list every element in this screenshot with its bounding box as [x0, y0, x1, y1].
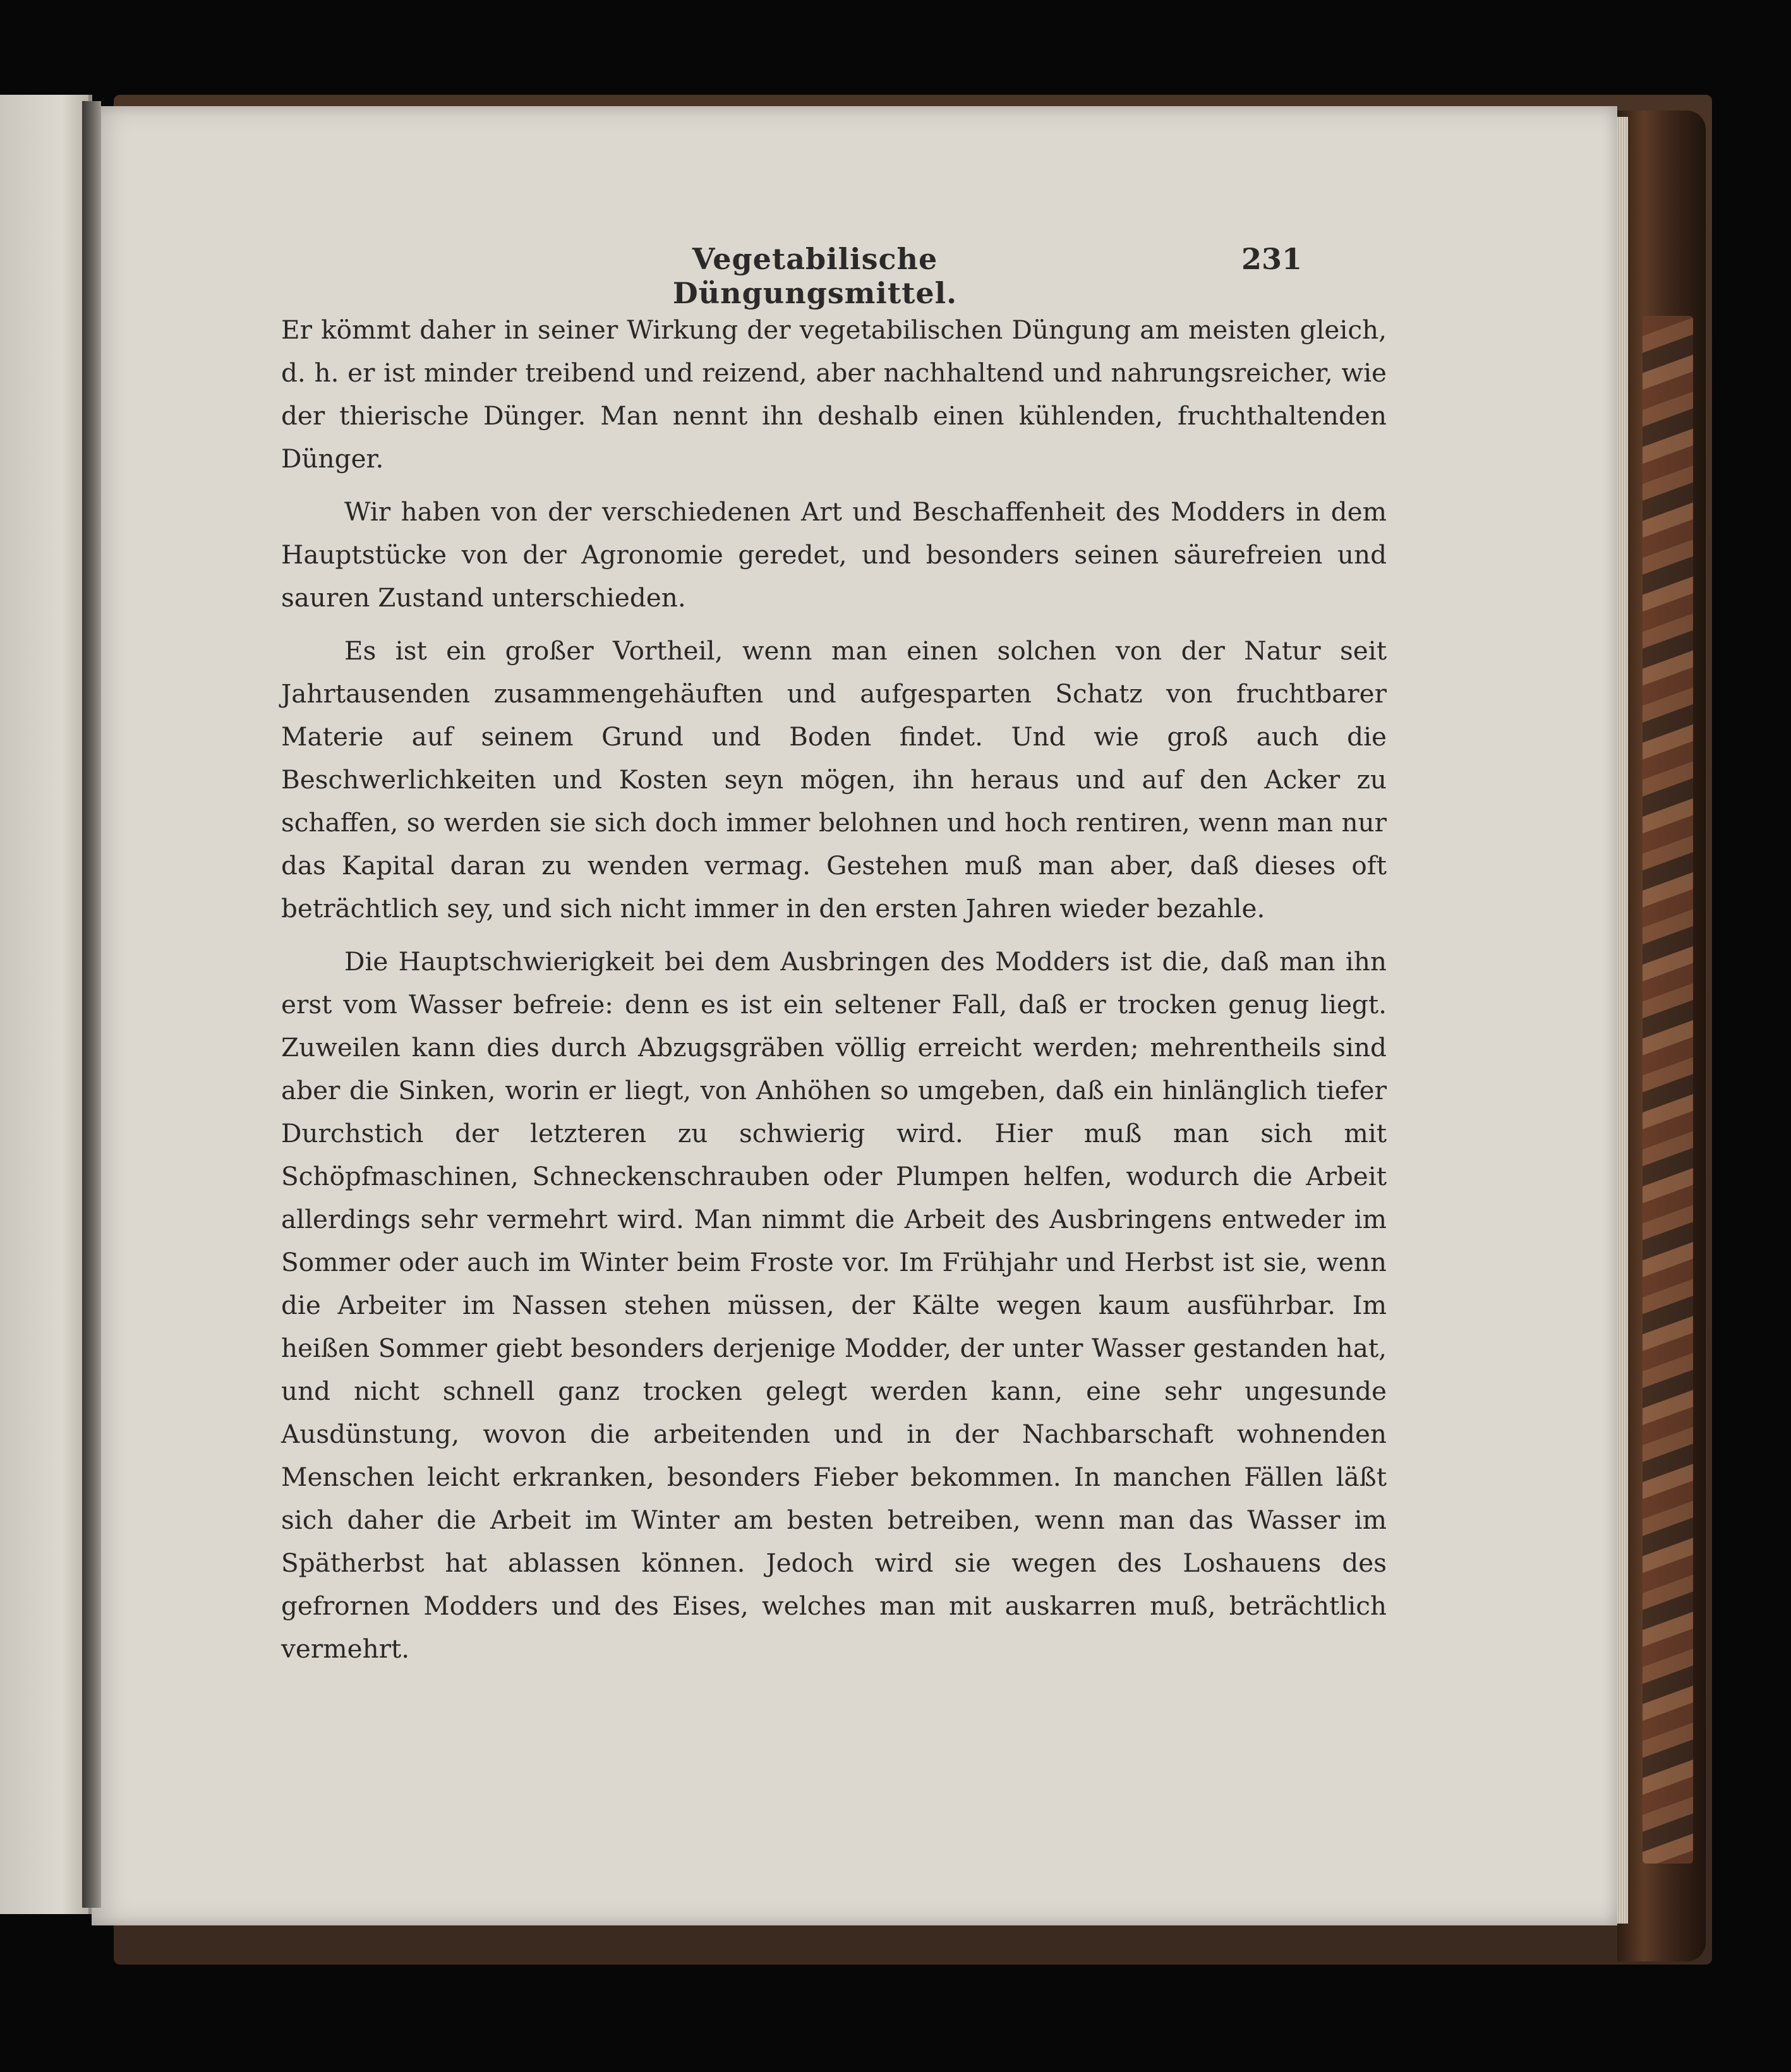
- left-page-edge: [0, 95, 92, 1914]
- right-page: [92, 106, 1617, 1925]
- paragraph-4: Die Hauptschwierigkeit bei dem Ausbringen des Modders ist die, daß man ihn erst vom Wasser befreie: denn es ist ein seltener Fall, daß er trocken genug liegt. Zuweilen kann dies durch Abzugsgräben völlig erreicht werden; mehrentheils sind aber die Sinken, worin er liegt, von Anhöhen so umgeben, daß ein hinlänglich tiefer Durchstich der letzteren zu schwierig wird. Hier muß man sich mit Schöpfmaschinen, Schneckenschrauben oder Plumpen helfen, wodurch die Arbeit allerdings sehr vermehrt wird. Man nimmt die Arbeit des Ausbringens entweder im Sommer oder auch im Winter beim Froste vor. Im Frühjahr und Herbst ist sie, wenn die Arbeiter im Nassen stehen müssen, der Kälte wegen kaum ausführbar. Im heißen Sommer giebt besonders derjenige Modder, der unter Wasser gestanden hat, und nicht schnell ganz trocken gelegt werden kann, eine sehr ungesunde Ausdünstung, wovon die arbeitenden und in der Nachbarschaft wohnenden Menschen leicht erkranken, besonders Fieber bekommen. In manchen Fällen läßt sich daher die Arbeit im Winter am besten betreiben, wenn man das Wasser im Spätherbst hat ablassen können. Jedoch wird sie wegen des Loshauens des gefrornen Modders und des Eises, welches man mit auskarren muß, beträchtlich vermehrt.: [281, 946, 1387, 1664]
- paragraph-2: Wir haben von der verschiedenen Art und Beschaffenheit des Modders in dem Hauptstücke von der Agronomie geredet, und besonders seinen säurefreien und sauren Zustand unterschieden.: [281, 497, 1387, 613]
- paragraph-3: Es ist ein großer Vortheil, wenn man einen solchen von der Natur seit Jahrtausenden zusammengehäuften und aufgesparten Schatz von fruchtbarer Materie auf seinem Grund und Boden findet. Und wie groß auch die Beschwerlichkeiten und Kosten seyn mögen, ihn heraus und auf den Acker zu schaffen, so werden sie sich doch immer belohnen und hoch rentiren, wenn man nur das Kapital daran zu wenden vermag. Gestehen muß man aber, daß dieses oft beträchtlich sey, und sich nicht immer in den ersten Jahren wieder bezahle.: [281, 635, 1387, 924]
- page-body: [281, 308, 1387, 1680]
- paragraph-1: Er kömmt daher in seiner Wirkung der vegetabilischen Düngung am meisten gleich, d. h. er ist minder treibend und reizend, aber nachhaltend und nahrungsreicher, wie der thierische Dünger. Man nennt ihn deshalb einen kühlenden, fruchthaltenden Dünger.: [281, 315, 1387, 474]
- binding-gutter: [82, 101, 101, 1908]
- page-header: [92, 242, 1617, 310]
- page-number: 231: [1241, 242, 1303, 276]
- running-title: Vegetabilische Düngungsmittel.: [672, 242, 958, 310]
- marbled-edge: [1643, 316, 1693, 1864]
